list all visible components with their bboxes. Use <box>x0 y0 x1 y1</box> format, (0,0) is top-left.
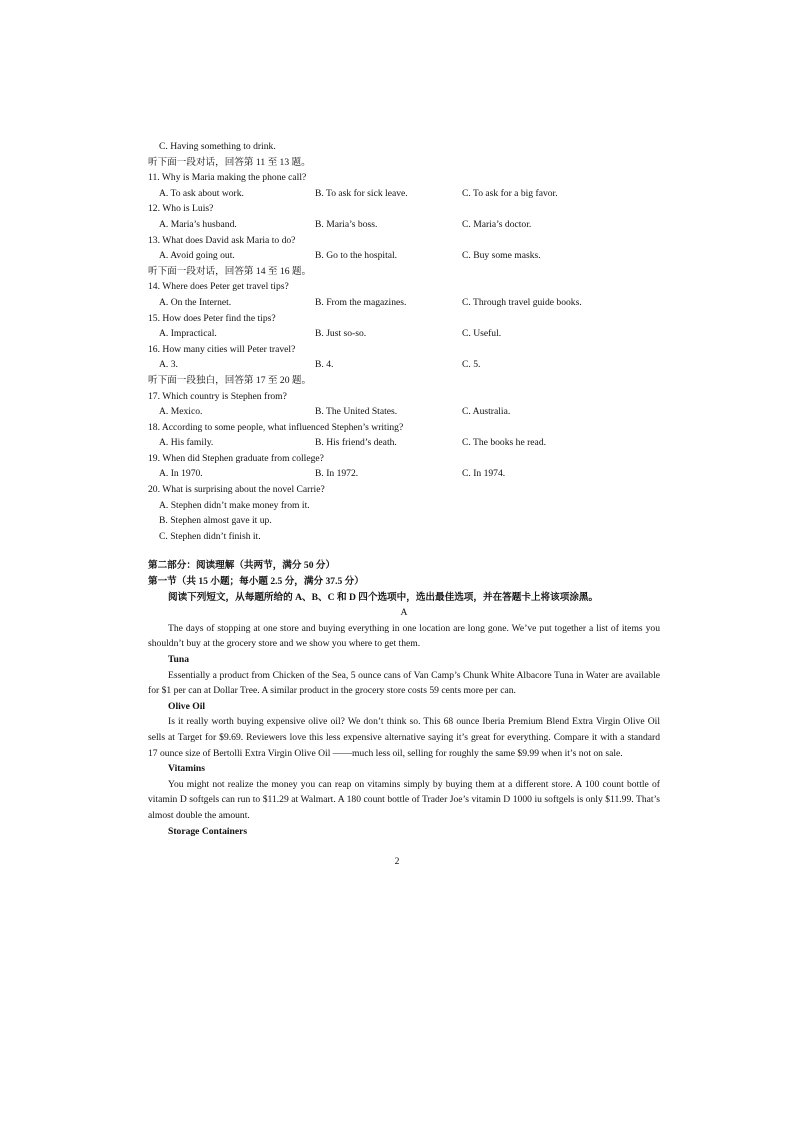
question-12: 12. Who is Luis? A. Maria’s husband. B. Maria’s boss. C. Maria’s doctor. <box>148 201 660 232</box>
option-c-prev: C. Having something to drink. <box>159 141 276 152</box>
exam-page-content <box>148 139 660 839</box>
item-text-tuna: Essentially a product from Chicken of the Sea, 5 ounce cans of Van Camp’s Chunk White Albacore Tuna in Water are available for $1 per can at Dollar Tree. A similar product in the grocery store costs 59 cents more per can. <box>148 669 660 697</box>
option-a: A. Stephen didn’t make money from it. <box>159 499 310 511</box>
item-heading-vitamins: Vitamins <box>168 763 205 775</box>
question-13: 13. What does David ask Maria to do? A. Avoid going out. B. Go to the hospital. C. Buy some masks. <box>148 233 660 264</box>
question-15: 15. How does Peter find the tips? A. Impractical. B. Just so-so. C. Useful. <box>148 311 660 342</box>
group1-intro: 听下面一段对话，回答第 11 至 13 题。 <box>148 156 311 168</box>
item-heading-storage-containers: Storage Containers <box>168 825 248 837</box>
options-row: A. On the Internet. B. From the magazines. C. Through travel guide books. <box>159 296 582 308</box>
item-text-vitamins: You might not realize the money you can reap on vitamins simply by buying them at a different store. A 100 count bottle of vitamin D softgels can run to $11.29 at Walmart. A 180 count bottle of Trader Joe’s vitamin D 1000 iu softgels is only $11.99. That’s almost double the amount. <box>148 778 660 821</box>
options-row: A. 3. B. 4. C. 5. <box>159 359 481 371</box>
group2-intro: 听下面一段对话，回答第 14 至 16 题。 <box>148 265 312 277</box>
options-row: A. Maria’s husband. B. Maria’s boss. C. Maria’s doctor. <box>159 218 532 230</box>
part2-title: 第二部分：阅读理解（共两节，满分 50 分） <box>148 560 336 572</box>
item-text-olive-oil: Is it really worth buying expensive olive oil? We don’t think so. This 68 ounce Iberia Premium Blend Extra Virgin Olive Oil sells at Target for $9.69. Reviewers love this less expensive alternative saying it’s great for everything. Compare it with a standard 17 ounce size of Bertolli Extra Virgin Olive Oil ——much less oil, selling for roughly the same $9.99 when it’s not on sale. <box>148 716 660 759</box>
reading-instruction: 阅读下列短文，从每题所给的 A、B、C 和 D 四个选项中，选出最佳选项，并在答题卡上将该项涂黑。 <box>168 591 599 603</box>
question-14: 14. Where does Peter get travel tips? A. On the Internet. B. From the magazines. C. Through travel guide books. <box>148 279 660 310</box>
section1-title: 第一节（共 15 小题；每小题 2.5 分，满分 37.5 分） <box>148 576 364 588</box>
options-row: A. Avoid going out. B. Go to the hospital. C. Buy some masks. <box>159 250 541 262</box>
page-number: 2 <box>394 856 400 867</box>
question-18: 18. According to some people, what influenced Stephen’s writing? A. His family. B. His friend’s death. C. The books he read. <box>148 420 660 451</box>
options-row: A. Mexico. B. The United States. C. Australia. <box>159 406 511 418</box>
options-row: A. In 1970. B. In 1972. C. In 1974. <box>159 468 506 480</box>
option-c: C. Stephen didn’t finish it. <box>159 530 261 542</box>
question-11: 11. Why is Maria making the phone call? A. To ask about work. B. To ask for sick leave. C. To ask for a big favor. <box>148 170 660 201</box>
option-b: B. Stephen almost gave it up. <box>159 515 272 527</box>
item-heading-tuna: Tuna <box>168 654 189 665</box>
passage-intro: The days of stopping at one store and buying everything in one location are long gone. We’ve put together a list of items you shouldn’t buy at the grocery store and we show you where to get them. <box>148 622 660 650</box>
item-heading-olive-oil: Olive Oil <box>168 700 206 712</box>
group3-intro: 听下面一段独白，回答第 17 至 20 题。 <box>148 374 312 386</box>
options-row: A. His family. B. His friend’s death. C. The books he read. <box>159 437 547 449</box>
passage-letter: A <box>400 607 408 619</box>
question-20: 20. What is surprising about the novel Carrie? A. Stephen didn’t make money from it. B. Stephen almost gave it up. C. Stephen didn’t finish it. <box>148 482 660 544</box>
question-16: 16. How many cities will Peter travel? A. 3. B. 4. C. 5. <box>148 342 660 373</box>
options-row: A. To ask about work. B. To ask for sick leave. C. To ask for a big favor. <box>159 187 558 199</box>
question-19: 19. When did Stephen graduate from college? A. In 1970. B. In 1972. C. In 1974. <box>148 451 660 482</box>
question-17: 17. Which country is Stephen from? A. Mexico. B. The United States. C. Australia. <box>148 389 660 420</box>
options-row: A. Impractical. B. Just so-so. C. Useful. <box>159 328 502 340</box>
